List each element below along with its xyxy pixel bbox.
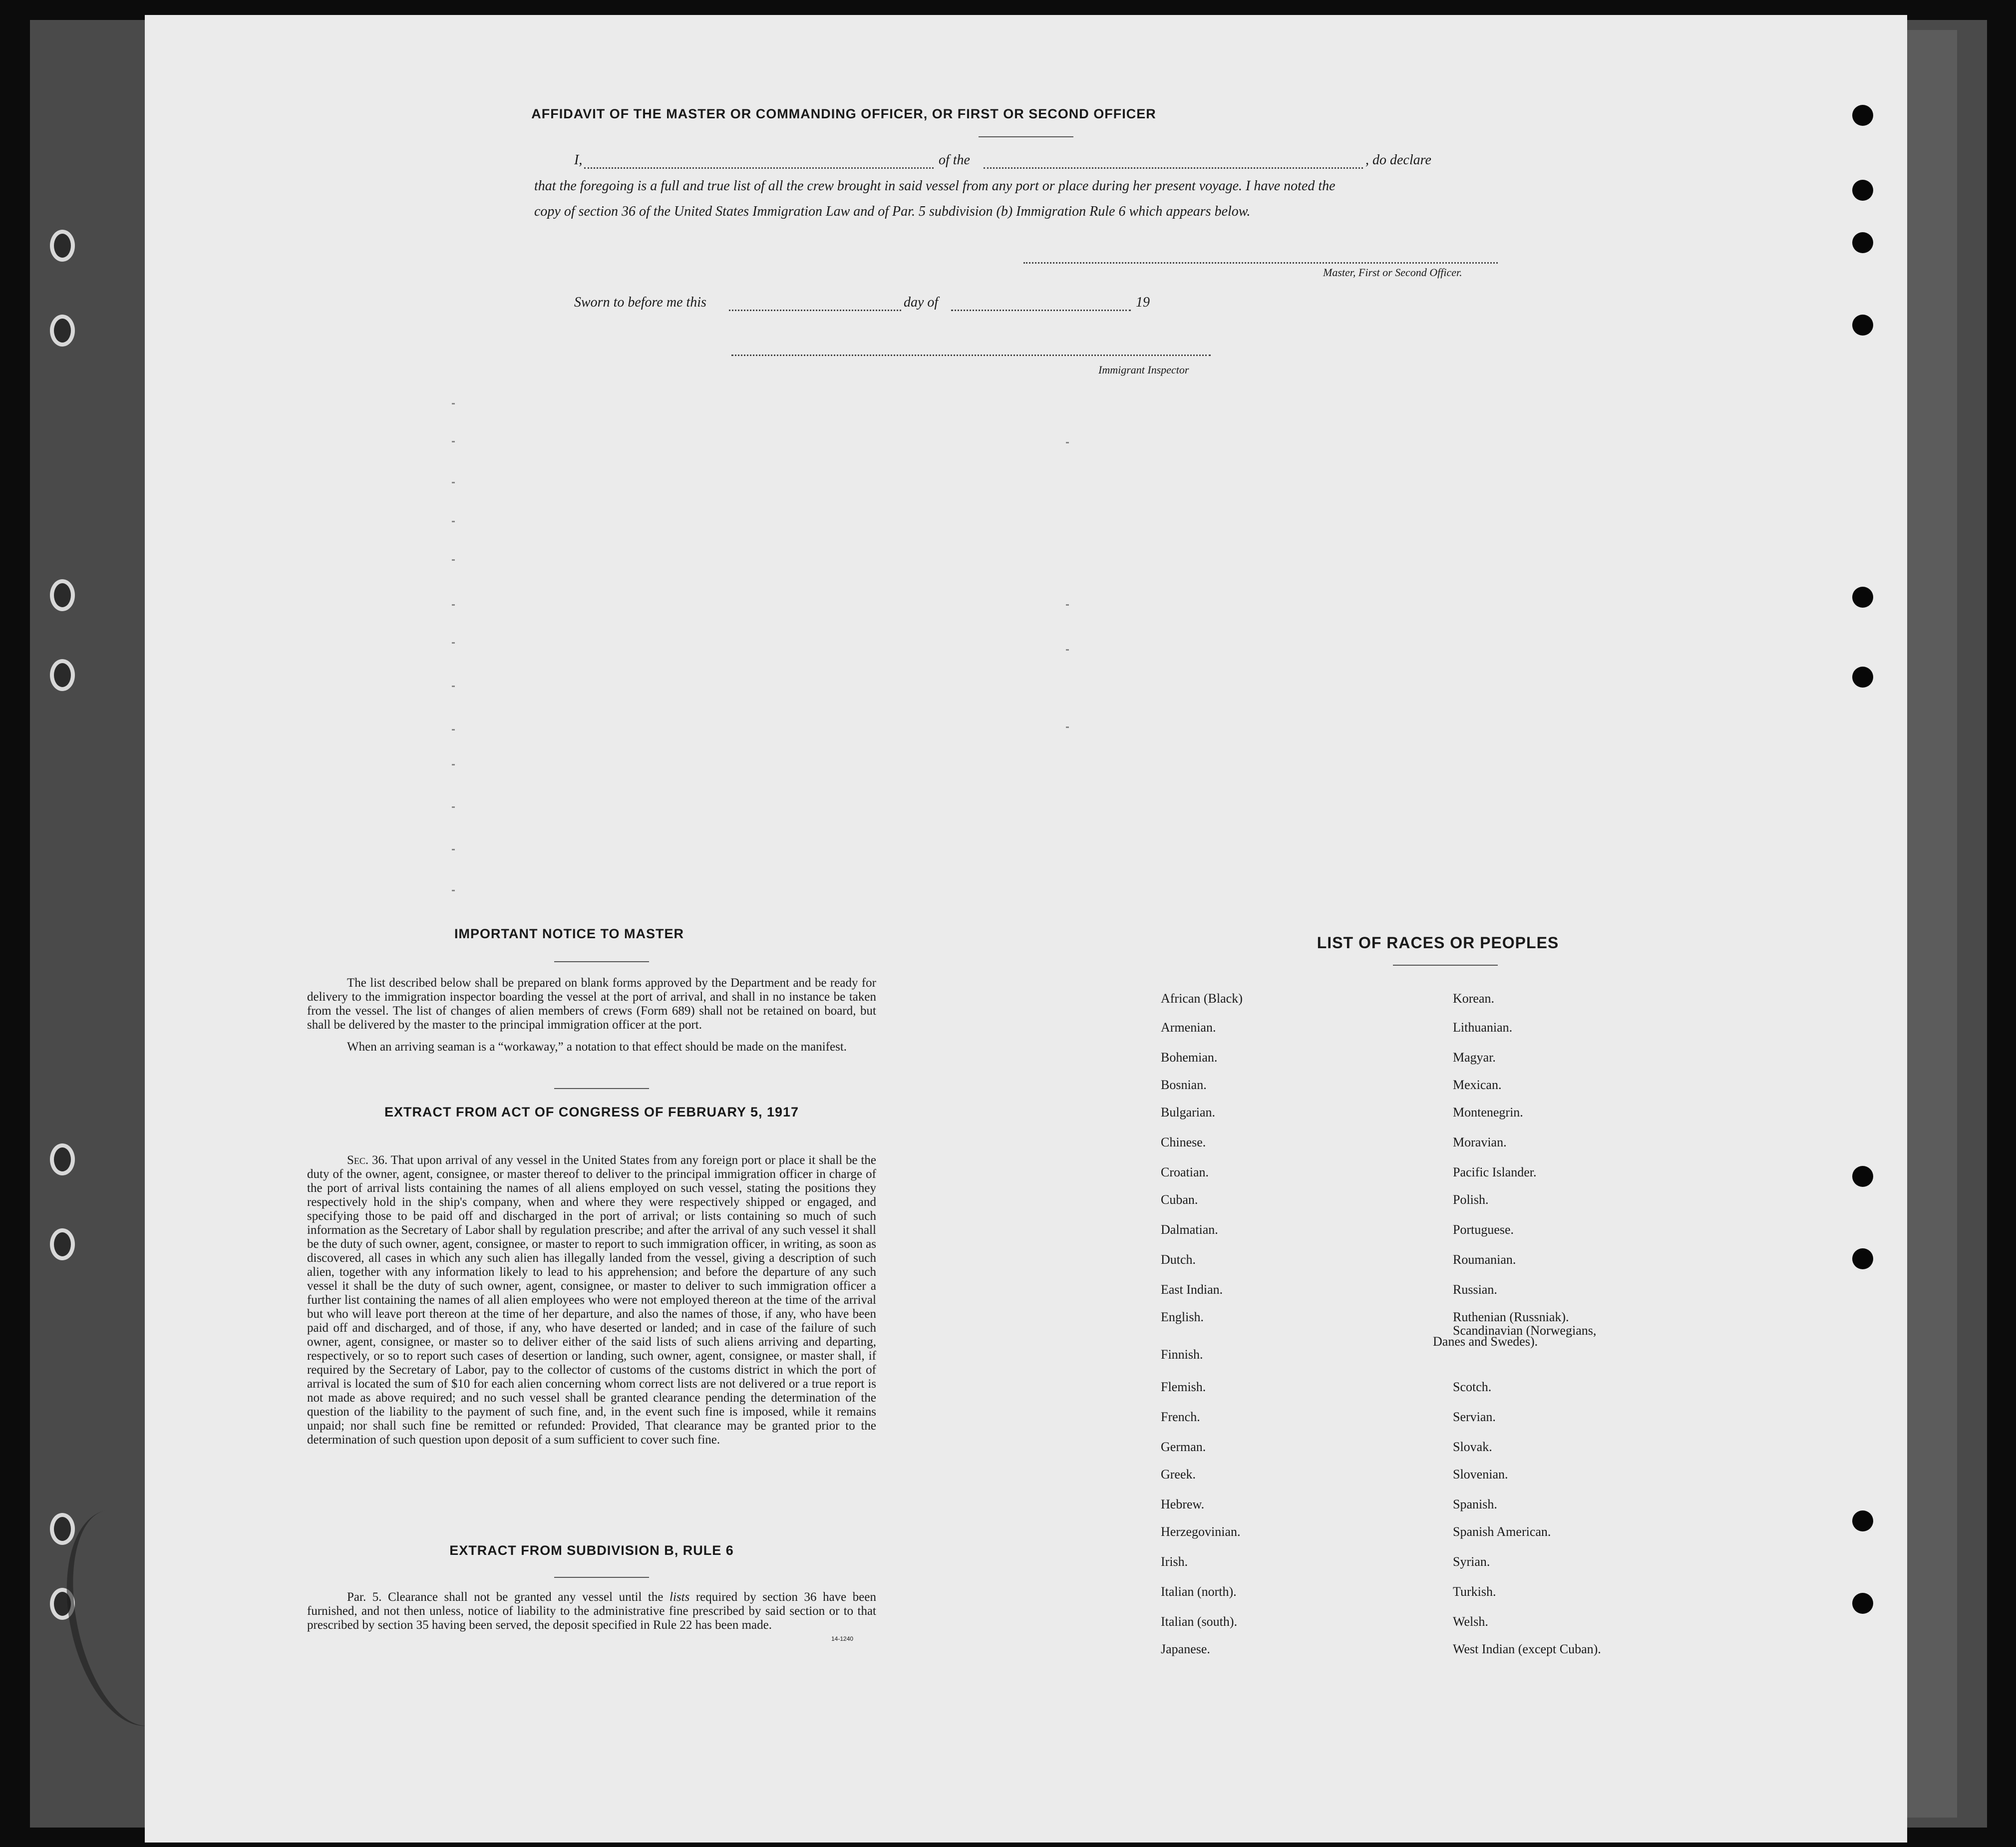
act-section-body: That upon arrival of any vessel in the United States from any foreign port or place it shall be the duty of the owner, agent, consignee, or master thereof to deliver to the principal immigration officer in charge of the port of arrival lists containing the names of all aliens employed on such vessel, stating the positions they respectively hold in the ship's company, when and where they were respectively shipped or engaged, and specifying those to be paid off and discharged in the port of arrival; or lists containing so much of such information as the Secretary of Labor shall by regulation prescribe; and after the arrival of any such vessel it shall be the duty of such owner, agent, consignee, or master to report to such immigration officer, in writing, as soon as discovered, all cases in which any such alien has illegally landed from the vessel, giving a description of such alien, together with any information likely to lead to his apprehension; and before the departure of any such vessel it shall be the duty of such owner, agent, consignee, or master to deliver to such immigration officer a further list containing the names of all alien employees who were not employed thereon at the time of the arrival but who will leave port thereon at the time of her departure, and also the names of those, if any, who have been paid off and discharged, and of those, if any, who have deserted or landed; and in case of the failure of such owner, agent, consignee, or master so to deliver either of the said lists of such aliens arriving and departing, respectively, or so to report such cases of desertion or landing, such owner, agent, consignee, or master shall, if required by the Secretary of Labor, pay to the collector of customs of the customs district in which the port of arrival is located the sum of $10 for each alien concerning whom correct lists are not delivered or a true report is not made as above required; and no such vessel shall be granted clearance pending the determination of the question of the liability to the payment of such fine, and, in the event such fine is imposed, while it remains unpaid; nor shall such fine be remitted or refunded: Provided, That clearance may be granted prior to the determination of such question upon deposit of a sum sufficient to cover such fine. — [307, 1153, 876, 1447]
binder-hole-right-1 — [1852, 105, 1873, 126]
rule-text-italic: lists — [670, 1590, 690, 1604]
race-right-item: Polish. — [1453, 1192, 1489, 1207]
races-title: LIST OF RACES OR PEOPLES — [1317, 934, 1559, 952]
race-left-item: English. — [1161, 1310, 1204, 1324]
act-section-text — [307, 1153, 876, 1447]
binder-hole-right-10 — [1852, 1593, 1873, 1614]
binder-hole-left-3 — [50, 579, 75, 611]
bleed-mark — [452, 764, 455, 765]
affidavit-of-the-label: of the — [939, 152, 970, 168]
bleed-mark — [452, 559, 455, 561]
affidavit-form-page — [145, 15, 1907, 1843]
sworn-prefix-label: Sworn to before me this — [574, 295, 706, 310]
bleed-mark — [1066, 649, 1069, 651]
bleed-mark — [452, 686, 455, 687]
binder-hole-left-7 — [50, 1513, 75, 1545]
master-signature-line[interactable] — [1023, 262, 1498, 264]
bleed-mark — [452, 849, 455, 850]
races-title-rule — [1393, 965, 1498, 966]
race-right-continuation: Danes and Swedes). — [1433, 1334, 1538, 1349]
affidavit-title: AFFIDAVIT OF THE MASTER OR COMMANDING OFFICER, OR FIRST OR SECOND OFFICER — [531, 106, 1156, 121]
bleed-mark — [452, 729, 455, 731]
affidavit-statement-line2: that the foregoing is a full and true list of all the crew brought in said vessel from any port or place during her present voyage. I have noted the — [534, 178, 1336, 194]
race-right-item: Slovak. — [1453, 1440, 1492, 1454]
race-left-item: Italian (south). — [1161, 1614, 1238, 1629]
rule-title-rule — [554, 1577, 649, 1578]
race-left-item: French. — [1161, 1410, 1200, 1424]
race-left-item: Cuban. — [1161, 1192, 1198, 1207]
race-right-item: Portuguese. — [1453, 1222, 1514, 1237]
race-left-item: Bohemian. — [1161, 1050, 1218, 1065]
race-left-item: Herzegovinian. — [1161, 1524, 1241, 1539]
bleed-mark — [452, 403, 455, 404]
binder-hole-left-1 — [50, 230, 75, 262]
race-right-item: Syrian. — [1453, 1554, 1490, 1569]
race-left-item: Armenian. — [1161, 1020, 1216, 1035]
race-right-item: Moravian. — [1453, 1135, 1507, 1149]
rule-text-after: required by section 36 have been furnished, and not then unless, notice of liability to the administrative fine prescribed by said section or to that prescribed by section 35 having been served, the deposit specified in Rule 22 has been made. — [307, 1590, 876, 1632]
race-left-item: Japanese. — [1161, 1642, 1210, 1656]
race-right-item: Mexican. — [1453, 1078, 1502, 1092]
binder-hole-left-5 — [50, 1143, 75, 1175]
affidavit-i-label: I, — [574, 152, 583, 168]
race-left-item: Flemish. — [1161, 1380, 1206, 1394]
notice-title-rule — [554, 961, 649, 962]
master-signature-label: Master, First or Second Officer. — [1323, 266, 1462, 279]
vessel-name-line[interactable] — [984, 167, 1363, 169]
binder-hole-left-2 — [50, 315, 75, 347]
affidavit-declare-label: , do declare — [1365, 152, 1431, 168]
binder-hole-right-8 — [1852, 1248, 1873, 1269]
binder-hole-right-7 — [1852, 1166, 1873, 1187]
race-left-item: Dalmatian. — [1161, 1222, 1218, 1237]
race-right-item: Magyar. — [1453, 1050, 1496, 1065]
race-left-item: Bulgarian. — [1161, 1105, 1216, 1119]
race-right-item: Servian. — [1453, 1410, 1496, 1424]
inspector-signature-label: Immigrant Inspector — [1098, 364, 1189, 376]
race-right-item: Welsh. — [1453, 1614, 1488, 1629]
binder-hole-right-9 — [1852, 1510, 1873, 1531]
race-right-item: Roumanian. — [1453, 1252, 1516, 1267]
binder-hole-right-3 — [1852, 232, 1873, 253]
bleed-mark — [452, 482, 455, 483]
sworn-day-line[interactable] — [729, 310, 901, 311]
race-left-item: Chinese. — [1161, 1135, 1206, 1149]
race-left-item: Irish. — [1161, 1554, 1188, 1569]
bleed-mark — [452, 890, 455, 891]
notice-title: IMPORTANT NOTICE TO MASTER — [454, 926, 684, 941]
race-right-item: Spanish. — [1453, 1497, 1497, 1511]
binder-hole-right-4 — [1852, 315, 1873, 336]
act-title: EXTRACT FROM ACT OF CONGRESS OF FEBRUARY 5, 1917 — [384, 1105, 799, 1119]
affidavit-title-rule — [979, 136, 1073, 137]
binder-hole-left-6 — [50, 1228, 75, 1260]
bleed-mark — [452, 441, 455, 442]
bleed-mark — [1066, 442, 1069, 443]
race-left-item: Dutch. — [1161, 1252, 1196, 1267]
race-right-item: West Indian (except Cuban). — [1453, 1642, 1601, 1656]
bleed-mark — [452, 806, 455, 808]
act-section-label: Sec. 36. — [347, 1153, 388, 1167]
race-left-item: Finnish. — [1161, 1347, 1203, 1362]
bleed-mark — [452, 642, 455, 644]
form-number: 14-1240 — [831, 1635, 854, 1642]
race-right-item: Montenegrin. — [1453, 1105, 1523, 1119]
binder-hole-right-2 — [1852, 180, 1873, 201]
declarant-name-line[interactable] — [584, 167, 934, 169]
race-right-item: Russian. — [1453, 1282, 1497, 1297]
rule-paragraph — [307, 1590, 876, 1632]
inspector-signature-line[interactable] — [731, 355, 1211, 356]
affidavit-statement-line3: copy of section 36 of the United States Immigration Law and of Par. 5 subdivision (b) Immigration Rule 6 which appears below. — [534, 204, 1251, 219]
race-left-item: East Indian. — [1161, 1282, 1223, 1297]
race-right-item: Korean. — [1453, 991, 1495, 1006]
binder-hole-right-6 — [1852, 667, 1873, 688]
race-left-item: African (Black) — [1161, 991, 1243, 1006]
race-right-item: Slovenian. — [1453, 1467, 1508, 1481]
notice-paragraph-1: The list described below shall be prepared on blank forms approved by the Department and be ready for delivery to the immigration inspector boarding the vessel at the port of arrival, and shall in no instance be taken from the vessel. The list of changes of alien members of crews (Form 689) shall not be retained on board, but shall be delivered by the master to the principal immigration officer at the port. — [307, 976, 876, 1032]
act-title-top-rule — [554, 1088, 649, 1089]
race-right-item: Turkish. — [1453, 1584, 1496, 1599]
race-left-item: Hebrew. — [1161, 1497, 1205, 1511]
race-left-item: Bosnian. — [1161, 1078, 1207, 1092]
race-left-item: German. — [1161, 1440, 1206, 1454]
bleed-mark — [452, 521, 455, 522]
race-right-item: Pacific Islander. — [1453, 1165, 1537, 1179]
sworn-year-label: 19 — [1136, 295, 1150, 310]
notice-paragraph-2: When an arriving seaman is a “workaway,” a notation to that effect should be made on the manifest. — [347, 1040, 847, 1054]
race-left-item: Greek. — [1161, 1467, 1196, 1481]
race-right-item: Scandinavian (Norwegians, — [1453, 1323, 1597, 1338]
sworn-month-line[interactable] — [951, 310, 1131, 311]
race-right-item: Lithuanian. — [1453, 1020, 1513, 1035]
race-right-item: Spanish American. — [1453, 1524, 1551, 1539]
race-right-item: Ruthenian (Russniak). — [1453, 1310, 1569, 1324]
sworn-day-of-label: day of — [904, 295, 939, 310]
race-right-item: Scotch. — [1453, 1380, 1492, 1394]
binder-hole-right-5 — [1852, 587, 1873, 608]
bleed-mark — [1066, 604, 1069, 606]
race-left-item: Italian (north). — [1161, 1584, 1237, 1599]
bleed-mark — [452, 604, 455, 606]
race-left-item: Croatian. — [1161, 1165, 1209, 1179]
bleed-mark — [1066, 727, 1069, 728]
rule-text-before: Par. 5. Clearance shall not be granted any vessel until the — [347, 1590, 664, 1604]
rule-title: EXTRACT FROM SUBDIVISION B, RULE 6 — [449, 1543, 734, 1558]
binder-hole-left-4 — [50, 659, 75, 691]
